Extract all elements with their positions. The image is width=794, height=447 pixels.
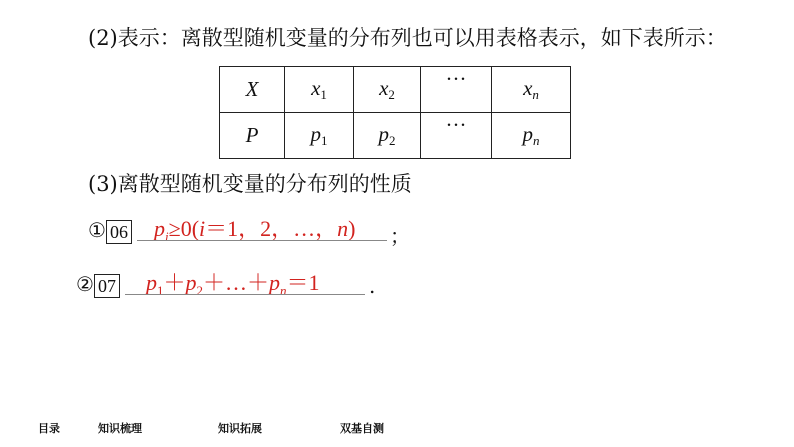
- property-1: [88, 218, 132, 244]
- properties-heading: (3)离散型随机变量的分布列的性质: [88, 172, 412, 196]
- table-cell: $p_2$: [354, 113, 421, 159]
- nav-self-test[interactable]: 双基自测: [340, 422, 384, 435]
- table-cell: P: [220, 113, 285, 159]
- table-cell: $p_1$: [285, 113, 354, 159]
- trailing-period: .: [369, 274, 376, 298]
- table-cell: $x_1$: [285, 67, 354, 113]
- marker-2: ②: [76, 272, 94, 296]
- table-cell: $x_2$: [354, 67, 421, 113]
- table-cell: $p_n$: [492, 113, 571, 159]
- table-row-p: [220, 113, 571, 159]
- trailing-semicolon: ；: [390, 224, 410, 248]
- answer-formula-1: $p_i\ge 0(i=1$，2，…，n): [154, 216, 356, 244]
- table-cell: ···: [421, 67, 492, 113]
- answer-tag-07: 07: [94, 274, 120, 298]
- answer-formula-2: $p_1+p_2+\dots+p_n=1$: [146, 270, 320, 298]
- property-2: [76, 272, 120, 298]
- distribution-table: [219, 66, 571, 159]
- answer-underline-1: [137, 240, 387, 241]
- nav-knowledge-review[interactable]: 知识梳理: [98, 422, 142, 435]
- intro-text: (2)表示：离散型随机变量的分布列也可以用表格表示，如下表所示：: [88, 26, 727, 50]
- marker-1: ①: [88, 218, 106, 242]
- nav-knowledge-extension[interactable]: 知识拓展: [218, 422, 262, 435]
- table-cell: $x_n$: [492, 67, 571, 113]
- answer-tag-06: 06: [106, 220, 132, 244]
- table-row-x: [220, 67, 571, 113]
- table-cell: X: [220, 67, 285, 113]
- answer-underline-2: [125, 294, 365, 295]
- table-cell: ···: [421, 113, 492, 159]
- nav-contents[interactable]: 目录: [38, 422, 60, 435]
